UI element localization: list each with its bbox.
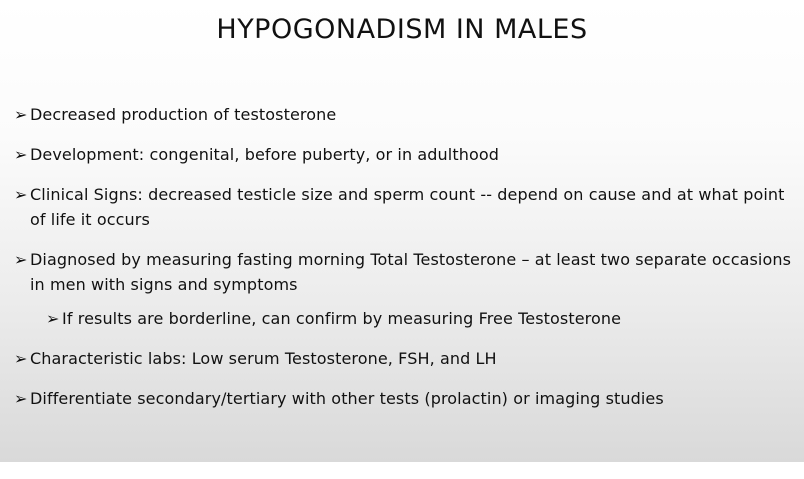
bullet-decreased-production	[14, 102, 794, 127]
bullet-arrow-icon: ➢	[14, 185, 28, 204]
bullet-list	[14, 102, 794, 426]
bullet-characteristic-labs	[14, 346, 794, 371]
sub-bullet-borderline	[46, 306, 794, 331]
bullet-arrow-icon: ➢	[46, 309, 60, 328]
bullet-text: If results are borderline, can confirm by measuring Free Testosterone	[62, 309, 622, 328]
bullet-arrow-icon: ➢	[14, 145, 28, 164]
bullet-text: Diagnosed by measuring fasting morning Total Testosterone – at least two separate occasions in men with signs and symptoms	[30, 250, 792, 294]
bullet-diagnosed	[14, 247, 794, 297]
bullet-text: Characteristic labs: Low serum Testosterone, FSH, and LH	[30, 349, 497, 368]
bullet-arrow-icon: ➢	[14, 105, 28, 124]
bullet-development	[14, 142, 794, 167]
bullet-text: Differentiate secondary/tertiary with other tests (prolactin) or imaging studies	[30, 389, 664, 408]
slide-title: HYPOGONADISM IN MALES	[216, 14, 588, 45]
bullet-arrow-icon: ➢	[14, 349, 28, 368]
bottom-margin	[0, 462, 804, 479]
bullet-text: Development: congenital, before puberty, or in adulthood	[30, 145, 499, 164]
bullet-arrow-icon: ➢	[14, 389, 28, 408]
bullet-text: Decreased production of testosterone	[30, 105, 337, 124]
bullet-differentiate	[14, 386, 794, 411]
bullet-text: Clinical Signs: decreased testicle size and sperm count -- depend on cause and at what point of life it occurs	[30, 185, 785, 229]
bullet-arrow-icon: ➢	[14, 250, 28, 269]
bullet-clinical-signs	[14, 182, 794, 232]
